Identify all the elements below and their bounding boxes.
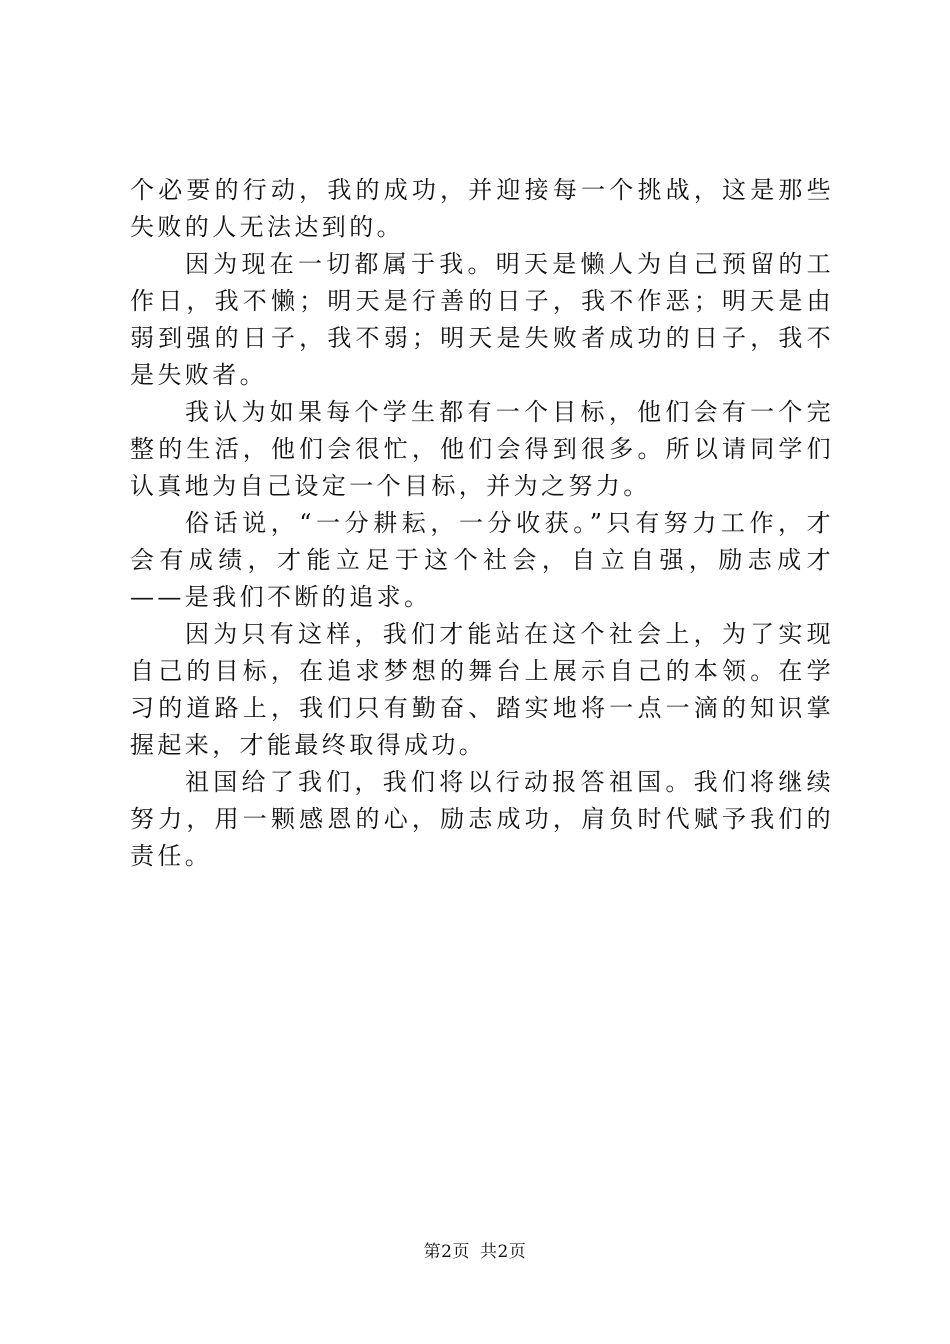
page-total: 共2页 <box>480 1242 527 1262</box>
paragraph-2: 因为现在一切都属于我。明天是懒人为自己预留的工作日，我不懒；明天是行善的日子，我不作恶；明天是由弱到强的日子，我不弱；明天是失败者成功的日子，我不是失败者。 <box>130 250 834 389</box>
paragraph-6: 祖国给了我们，我们将以行动报答祖国。我们将继续努力，用一颗感恩的心，励志成功，肩负时代赋予我们的责任。 <box>130 768 834 870</box>
paragraph-4: 俗话说，“一分耕耘，一分收获。”只有努力工作，才会有成绩，才能立足于这个社会，自立自强，励志成才——是我们不断的追求。 <box>130 509 834 611</box>
paragraph-1: 个必要的行动，我的成功，并迎接每一个挑战，这是那些失败的人无法达到的。 <box>130 176 834 241</box>
document-body <box>130 172 834 875</box>
paragraph-5: 因为只有这样，我们才能站在这个社会上，为了实现自己的目标，在追求梦想的舞台上展示自己的本领。在学习的道路上，我们只有勤奋、踏实地将一点一滴的知识掌握起来，才能最终取得成功。 <box>130 620 834 759</box>
paragraph-3: 我认为如果每个学生都有一个目标，他们会有一个完整的生活，他们会很忙，他们会得到很多。所以请同学们认真地为自己设定一个目标，并为之努力。 <box>130 398 834 500</box>
page-number: 第2页 <box>423 1242 470 1262</box>
page-footer <box>0 1240 950 1264</box>
